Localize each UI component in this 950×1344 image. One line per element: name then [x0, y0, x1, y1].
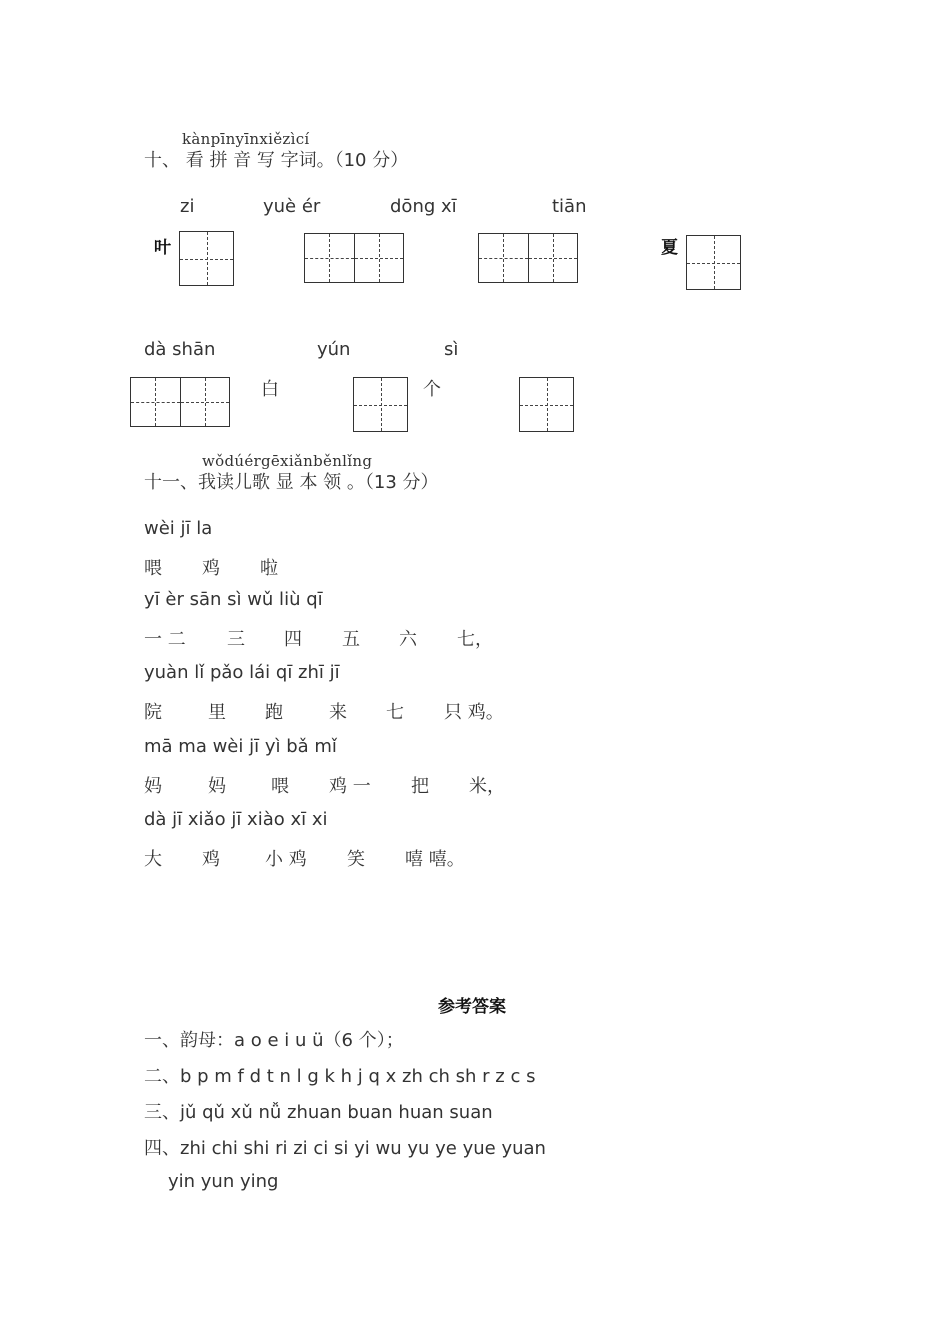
writing-grid[interactable]: [353, 377, 408, 432]
song-hanzi: 三: [227, 629, 245, 650]
given-char: 白: [261, 379, 279, 400]
song-hanzi: 喂: [144, 558, 162, 579]
song-hanzi: 七: [386, 702, 404, 723]
answer-line: 一、韵母：a o e i u ü（6 个）；: [144, 1030, 404, 1051]
song-pinyin-line: yuàn lǐ pǎo lái qī zhī jī: [144, 662, 340, 683]
writing-grid[interactable]: [478, 233, 578, 283]
given-char: 夏: [661, 238, 678, 258]
song-hanzi: 四: [284, 629, 302, 650]
song-hanzi: 院: [144, 702, 162, 723]
song-hanzi: 五: [342, 629, 360, 650]
writing-grid[interactable]: [130, 377, 230, 427]
pinyin-label: dōng xī: [390, 196, 457, 217]
song-hanzi: 来: [329, 702, 347, 723]
pinyin-label: tiān: [552, 196, 587, 217]
pinyin-label: dà shān: [144, 339, 216, 360]
song-hanzi: 妈: [208, 776, 226, 797]
writing-grid[interactable]: [519, 377, 574, 432]
song-hanzi: 嘻 嘻。: [405, 849, 465, 870]
section10-pinyin: kànpīnyīnxiězìcí: [182, 130, 310, 148]
given-char: 叶: [154, 238, 171, 258]
song-pinyin-line: wèi jī la: [144, 518, 213, 539]
song-hanzi: 鸡 一: [329, 776, 371, 797]
pinyin-label: yuè ér: [263, 196, 321, 217]
answer-line: yin yun ying: [168, 1171, 279, 1192]
answers-title: 参考答案: [438, 997, 506, 1017]
song-hanzi: 喂: [271, 776, 289, 797]
writing-grid[interactable]: [304, 233, 404, 283]
writing-grid[interactable]: [179, 231, 234, 286]
answer-line: 三、jǔ qǔ xǔ nǚ zhuan buan huan suan: [144, 1102, 493, 1123]
song-hanzi: 里: [208, 702, 226, 723]
song-pinyin-line: mā ma wèi jī yì bǎ mǐ: [144, 736, 337, 757]
section11-heading: 十一、我读儿歌 显 本 领 。（13 分）: [144, 472, 439, 493]
song-hanzi: 七，: [457, 629, 493, 650]
writing-grid[interactable]: [686, 235, 741, 290]
pinyin-label: yún: [317, 339, 351, 360]
song-hanzi: 只 鸡。: [444, 702, 504, 723]
song-pinyin-line: dà jī xiǎo jī xiào xī xi: [144, 809, 328, 830]
song-hanzi: 一 二: [144, 629, 186, 650]
given-char: 个: [423, 379, 441, 400]
section11-pinyin: wǒdúérgēxiǎnběnlǐng: [202, 452, 373, 470]
song-hanzi: 鸡: [202, 558, 220, 579]
answer-line: 二、b p m f d t n l g k h j q x zh ch sh r z c s: [144, 1066, 536, 1087]
song-hanzi: 小 鸡: [265, 849, 307, 870]
answer-line: 四、zhi chi shi ri zi ci si yi wu yu ye yue yuan: [144, 1138, 546, 1159]
pinyin-label: sì: [444, 339, 459, 360]
song-hanzi: 妈: [144, 776, 162, 797]
song-hanzi: 笑: [347, 849, 365, 870]
song-hanzi: 六: [399, 629, 417, 650]
song-hanzi: 跑: [265, 702, 283, 723]
pinyin-label: zi: [180, 196, 195, 217]
song-hanzi: 把: [411, 776, 429, 797]
song-hanzi: 鸡: [202, 849, 220, 870]
song-hanzi: 大: [144, 849, 162, 870]
song-pinyin-line: yī èr sān sì wǔ liù qī: [144, 589, 323, 610]
section10-heading: 十、 看 拼 音 写 字词。（10 分）: [144, 150, 409, 171]
song-hanzi: 啦: [260, 558, 278, 579]
song-hanzi: 米，: [469, 776, 505, 797]
